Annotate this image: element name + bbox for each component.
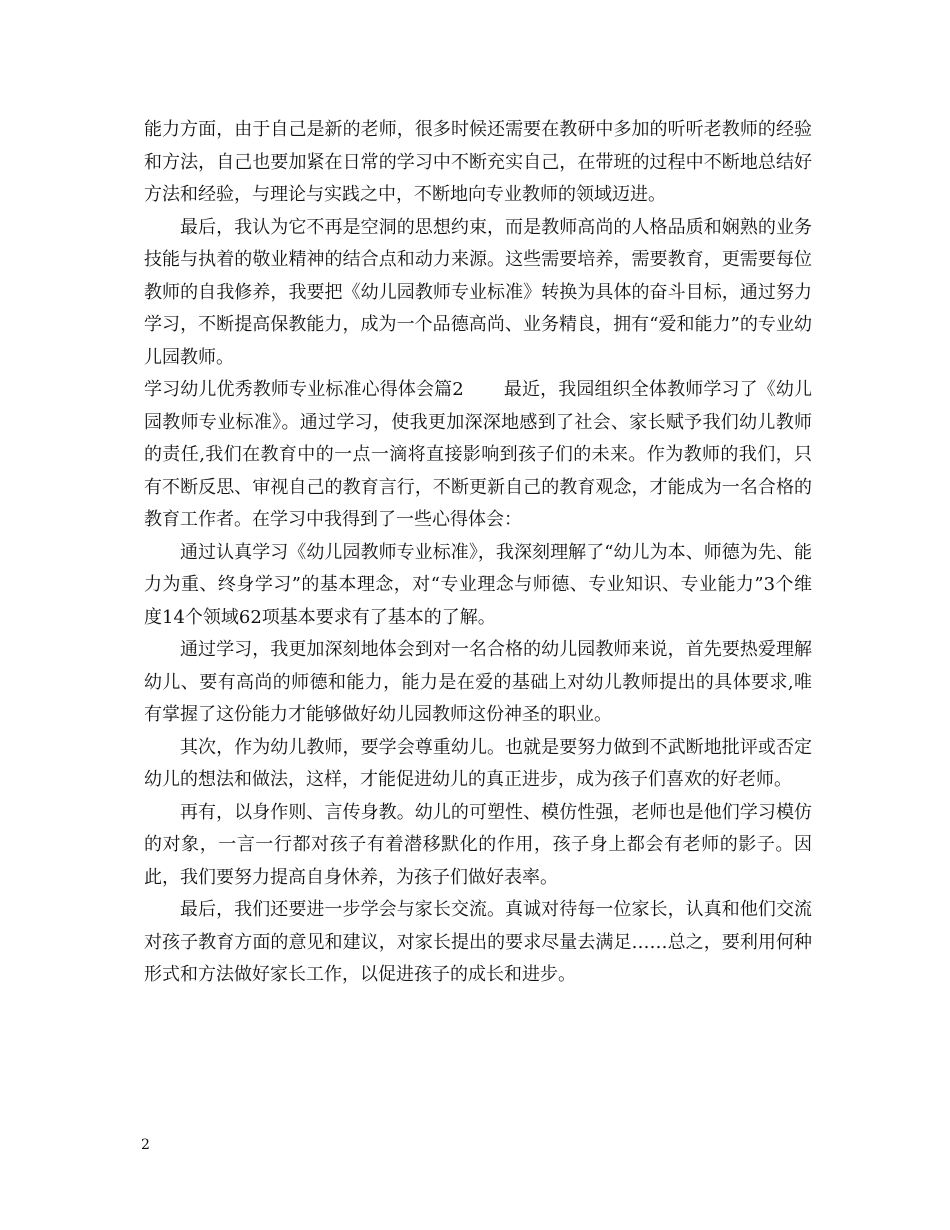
paragraph: 通过学习，我更加深刻地体会到对一名合格的幼儿园教师来说，首先要热爱理解幼儿、要有高尚的师德和能力，能力是在爱的基础上对幼儿教师提出的具体要求,唯有掌握了这份能力才能够做好幼儿园教师这份神圣的职业。 — [144, 639, 812, 725]
section-heading: 学习幼儿优秀教师专业标准心得体会篇2 — [144, 379, 464, 400]
paragraph-continued: 能力方面，由于自己是新的老师，很多时候还需要在教研中多加的听听老教师的经验和方法，自己也要加紧在日常的学习中不断充实自己，在带班的过程中不断地总结好方法和经验，与理论与实践之中，不断地向专业教师的领域迈进。 — [144, 119, 812, 205]
paragraph: 最后，我们还要进一步学会与家长交流。真诚对待每一位家长，认真和他们交流对孩子教育方面的意见和建议，对家长提出的要求尽量去满足……总之，要利用何种形式和方法做好家长工作，以促进孩子的成长和进步。 — [144, 899, 812, 985]
section-intro: 最近，我园组织全体教师学习了《幼儿园教师专业标准》。通过学习，使我更加深深地感到了社会、家长赋予我们幼儿教师的责任,我们在教育中的一点一滴将直接影响到孩子们的未来。作为教师的我们，只有不断反思、审视自己的教育言行，不断更新自己的教育观念，才能成为一名合格的教育工作者。在学习中我得到了一些心得体会： — [144, 379, 813, 530]
section-start — [144, 374, 812, 537]
paragraph: 通过认真学习《幼儿园教师专业标准》，我深刻理解了“幼儿为本、师德为先、能力为重、终身学习”的基本理念，对“专业理念与师德、专业知识、专业能力”3个维度14个领域62项基本要求有了基本的了解。 — [144, 541, 812, 628]
paragraph: 再有，以身作则、言传身教。幼儿的可塑性、模仿性强，老师也是他们学习模仿的对象，一言一行都对孩子有着潜移默化的作用，孩子身上都会有老师的影子。因此，我们要努力提高自身休养，为孩子们做好表率。 — [144, 801, 812, 888]
paragraph-conclusion: 最后，我认为它不再是空洞的思想约束，而是教师高尚的人格品质和娴熟的业务技能与执着的敬业精神的结合点和动力来源。这些需要培养，需要教育，更需要每位教师的自我修养，我要把《幼儿园教师专业标准》转换为具体的奋斗目标，通过努力学习，不断提高保教能力，成为一个品德高尚、业务精良，拥有“爱和能力”的专业幼儿园教师。 — [144, 216, 812, 368]
page-number: 2 — [141, 1137, 150, 1153]
paragraph: 其次，作为幼儿教师，要学会尊重幼儿。也就是要努力做到不武断地批评或否定幼儿的想法和做法，这样，才能促进幼儿的真正进步，成为孩子们喜欢的好老师。 — [144, 736, 812, 790]
document-body — [144, 114, 812, 992]
